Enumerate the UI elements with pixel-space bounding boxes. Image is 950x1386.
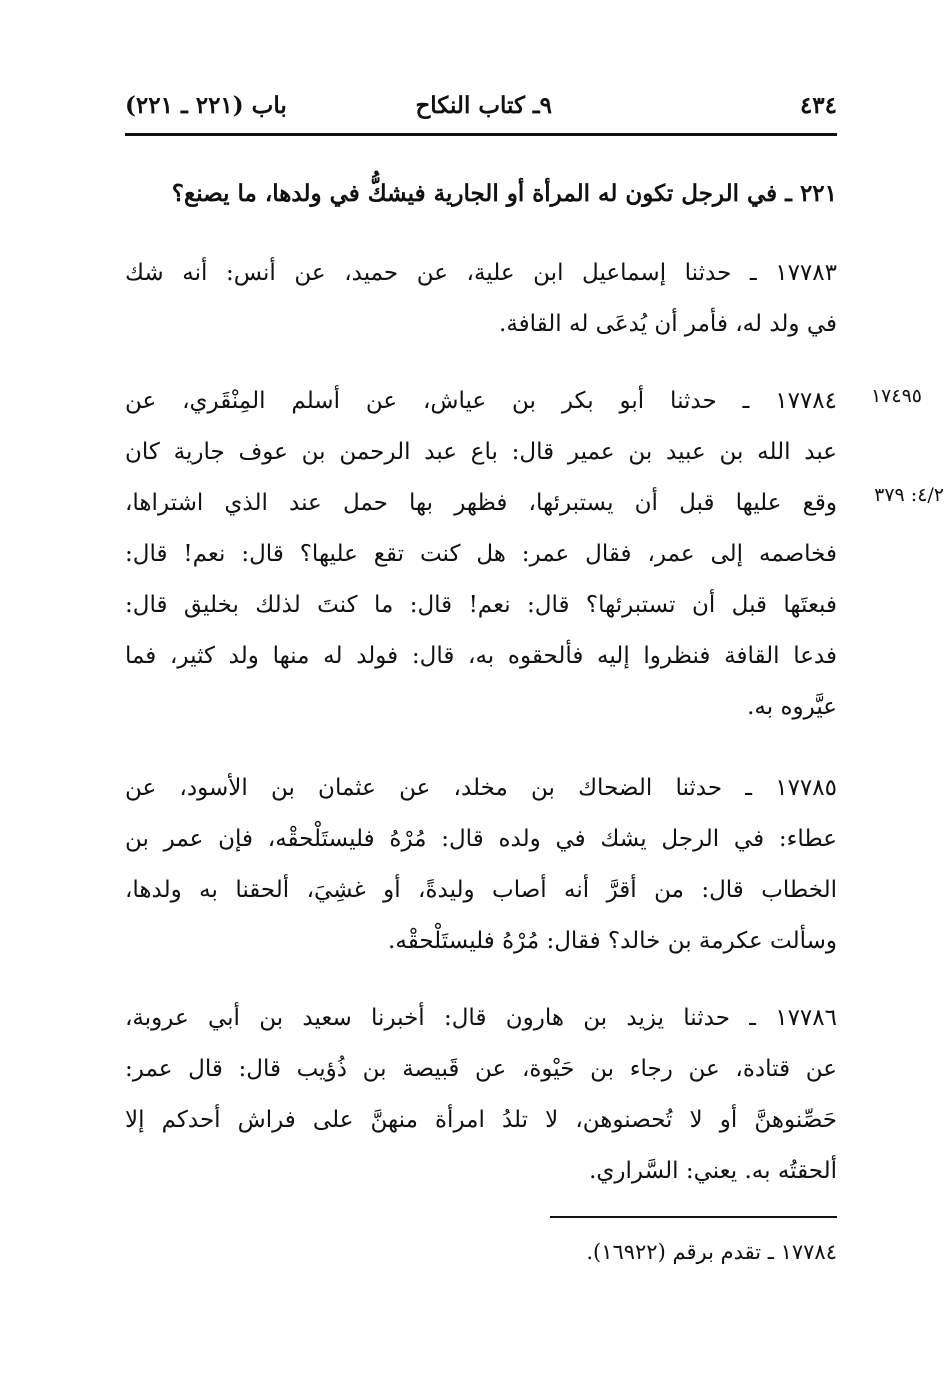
- main-text: [125, 168, 837, 1197]
- text-line: ألحقتُه به. يعني: السَّراري.: [589, 1158, 837, 1184]
- text-line: ١٧٧٨٣ ـ حدثنا إسماعيل ابن علية، عن حميد، عن أنس: أنه شك: [125, 260, 837, 286]
- book-title: ٩ـ كتاب النكاح: [415, 92, 552, 119]
- footnote-divider: [550, 1216, 837, 1218]
- running-header: [125, 88, 837, 128]
- text-line: حَصِّنوهنَّ أو لا تُحصنوهن، لا تلدُ امرأة منهنَّ على فراش أحدكم إلا: [125, 1107, 837, 1133]
- text-line: عن قتادة، عن رجاء بن حَيْوة، عن قَبيصة بن ذُؤيب قال: قال عمر:: [125, 1056, 837, 1082]
- margin-reference: ١٧٤٩٥: [870, 385, 922, 407]
- text-line: ١٧٧٨٦ ـ حدثنا يزيد بن هارون قال: أخبرنا سعيد بن أبي عروبة،: [125, 1005, 837, 1031]
- text-line: وقع عليها قبل أن يستبرئها، فظهر بها حمل عند الذي اشتراها،: [125, 490, 837, 516]
- text-line: ١٧٧٨٤ ـ حدثنا أبو بكر بن عياش، عن أسلم المِنْقَري، عن: [125, 388, 837, 414]
- text-line: عطاء: في الرجل يشك في ولده قال: مُرْهُ فليستَلْحقْه، فإن عمر بن: [125, 826, 837, 852]
- text-line: فبعتَها قبل أن تستبرئها؟ قال: نعم! قال: ما كنتَ لذلك بخليق قال:: [125, 592, 837, 618]
- hadith-17786: [125, 993, 837, 1197]
- header-divider: [125, 133, 837, 136]
- text-line: ١٧٧٨٥ ـ حدثنا الضحاك بن مخلد، عن عثمان بن الأسود، عن: [125, 775, 837, 801]
- text-line: في ولد له، فأمر أن يُدعَى له القافة.: [499, 311, 837, 337]
- page-number: ٤٣٤: [799, 92, 837, 119]
- text-line: عبد الله بن عبيد بن عمير قال: باع عبد الرحمن بن عوف جارية كان: [125, 439, 837, 465]
- text-line: وسألت عكرمة بن خالد؟ فقال: مُرْهُ فليستَلْحقْه.: [388, 928, 837, 954]
- hadith-17785: [125, 763, 837, 967]
- text-line: فدعا القافة فنظروا إليه فألحقوه به، قال: فولد له منها ولد كثير، فما: [125, 643, 837, 669]
- footnote: ١٧٧٨٤ ـ تقدم برقم (١٦٩٢٢).: [586, 1240, 837, 1264]
- chapter-heading: ٢٢١ ـ في الرجل تكون له المرأة أو الجارية فيشكُّ في ولدها، ما يصنع؟: [171, 180, 837, 207]
- hadith-17783: [125, 248, 837, 350]
- hadith-17784: [125, 376, 837, 733]
- text-line: فخاصمه إلى عمر، فقال عمر: هل كنت تقع عليها؟ قال: نعم! قال:: [125, 541, 837, 567]
- chapter-range: باب (٢٢١ ـ ٢٢١): [125, 92, 287, 119]
- text-line: الخطاب قال: من أقرَّ أنه أصاب وليدةً، أو غشِيَ، ألحقنا به ولدها،: [125, 877, 837, 903]
- margin-reference: ٤/٢: ٣٧٩: [874, 484, 944, 506]
- text-line: عيَّروه به.: [747, 694, 837, 720]
